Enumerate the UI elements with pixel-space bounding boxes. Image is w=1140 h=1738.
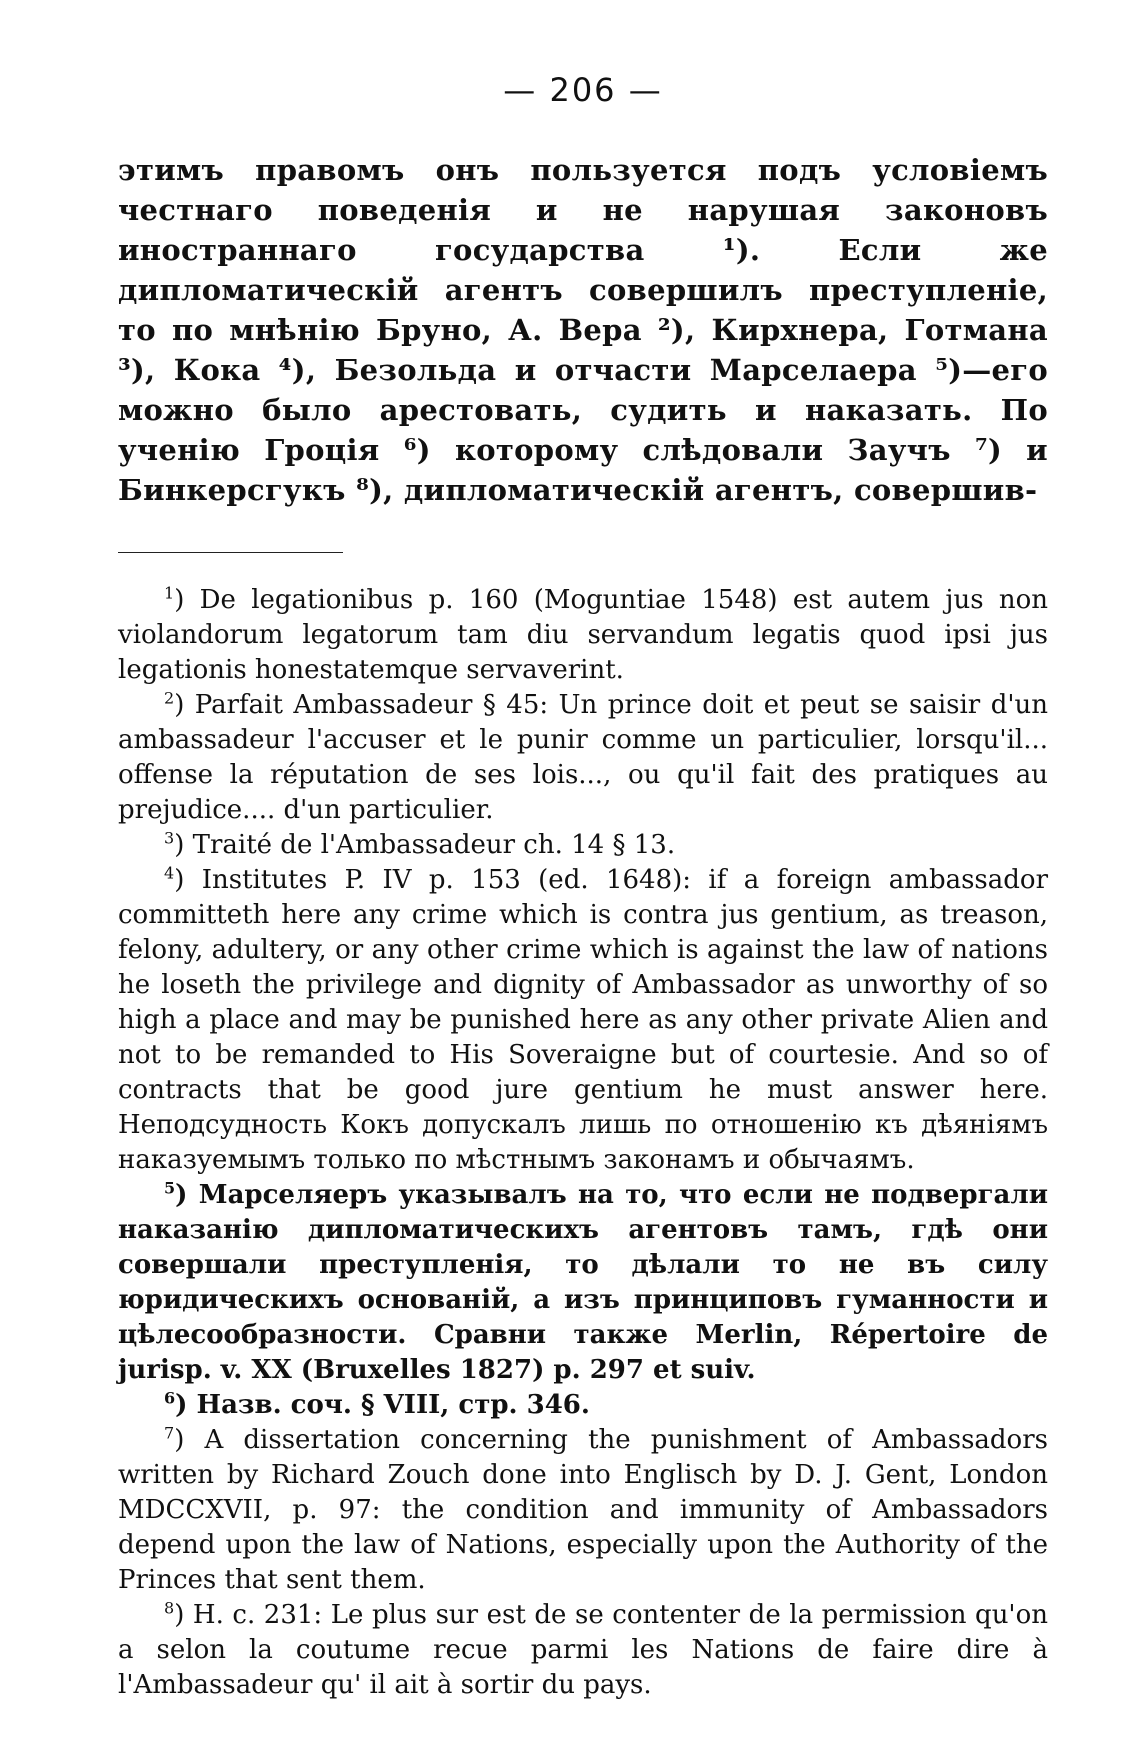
footnote-text: A dissertation concerning the punishment of Ambassadors written by Richard Zouch done into Englisch by D. J. Gent, London MDCCXVII, p. 97: the condition and immunity of Ambassadors depend upon the law of Nations, especially upon the Authority of the Princes that sent them. — [118, 1425, 1048, 1595]
main-text-paragraph: этимъ правомъ онъ пользуется подъ условіемъ честнаго поведенія и не нарушая законовъ иностраннаго государства ¹). Если же дипломатическій агентъ совершилъ преступленіе, то по мнѣнію Бруно, А. Вера ²), Кирхнера, Готмана ³), Кока ⁴), Безольда и отчасти Марселаера ⁵)—его можно было арестовать, судить и наказать. По ученію Гроція ⁶) которому слѣдовали Заучъ ⁷) и Бинкерсгукъ ⁸), дипломатическій агентъ, совершив- — [118, 153, 1048, 507]
footnote-5: $^5$) Марселяеръ указывалъ на то, что если не подвергали наказанію дипломатическихъ агентовъ тамъ, гдѣ они совершали преступленія, то дѣлали то не въ силу юридическихъ основаній, а изъ принциповъ гуманности и цѣлесообразности. Сравни также Merlin, Répertoire de jurisp. v. XX (Bruxelles 1827) p. 297 et suiv. — [118, 1178, 1049, 1385]
footnote-text: H. c. 231: Le plus sur est de se contenter de la permission qu'on a selon la coutume recue parmi les Nations de faire dire à l'Ambassadeur qu' il ait à sortir du pays. — [118, 1600, 1048, 1700]
footnote-text: Institutes P. IV p. 153 (ed. 1648): if a foreign ambassador committeth here any crime which is contra jus gentium, as treason, felony, adultery, or any other crime which is against the law of nations he loseth the privilege and dignity of Ambassador as unworthy of so high a place and may be punished here as any other private Alien and not to be remanded to His Soveraigne but of courtesie. And so of contracts that be good jure gentium he must answer here. Неподсудность Кокъ допускалъ лишь по отношенію къ дѣяніямъ наказуемымъ только по мѣстнымъ законамъ и обычаямъ. — [118, 865, 1048, 1175]
footnote-marker: 2 — [164, 688, 175, 708]
footnote-6: $^6$) Назв. соч. § VIII, стр. 346. — [164, 1388, 590, 1420]
footnote-text: Traité de l'Ambassadeur ch. 14 § 13. — [192, 830, 676, 860]
footnote-text: De legationibus p. 160 (Moguntiae 1548) est autem jus non violandorum legatorum tam diu servandum legatis quod ipsi jus legationis honestatemque servaverint. — [118, 585, 1048, 685]
footnote-marker: 5 — [164, 1178, 176, 1198]
footnote-divider — [118, 552, 343, 553]
footnote-marker: 3 — [164, 828, 175, 848]
footnote-marker: 6 — [164, 1388, 176, 1408]
footnote-3: $^3$) Traité de l'Ambassadeur ch. 14 § 13. — [164, 828, 676, 860]
footnote-marker: 7 — [164, 1423, 175, 1443]
footnote-1: $^1$) De legationibus p. 160 (Moguntiae 1548) est autem jus non violandorum legatorum tam diu servandum legatis quod ipsi jus legationis honestatemque servaverint. — [118, 583, 1048, 685]
footnote-text: Parfait Ambassadeur § 45: Un prince doit et peut se saisir d'un ambassadeur l'accuser et le punir comme un particulier, lorsqu'il... offense la réputation de ses lois..., ou qu'il fait des pratiques au prejudice.... d'un particulier. — [118, 690, 1048, 825]
footnote-8: $^8$) H. c. 231: Le plus sur est de se contenter de la permission qu'on a selon la coutume recue parmi les Nations de faire dire à l'Ambassadeur qu' il ait à sortir du pays. — [118, 1598, 1048, 1700]
page-number: — 206 — — [503, 71, 663, 109]
page — [118, 70, 1048, 1703]
footnote-text: Марселяеръ указывалъ на то, что если не подвергали наказанію дипломатическихъ агентовъ тамъ, гдѣ они совершали преступленія, то дѣлали то не въ силу юридическихъ основаній, а изъ принциповъ гуманности и цѣлесообразности. Сравни также Merlin, Répertoire de jurisp. v. XX (Bruxelles 1827) p. 297 et suiv. — [118, 1180, 1049, 1385]
footnote-2: $^2$) Parfait Ambassadeur § 45: Un prince doit et peut se saisir d'un ambassadeur l'accuser et le punir comme un particulier, lorsqu'il... offense la réputation de ses lois..., ou qu'il fait des pratiques au prejudice.... d'un particulier. — [118, 688, 1048, 825]
footnote-7: $^7$) A dissertation concerning the punishment of Ambassadors written by Richard Zouch done into Englisch by D. J. Gent, London MDCCXVII, p. 97: the condition and immunity of Ambassadors depend upon the law of Nations, especially upon the Authority of the Princes that sent them. — [118, 1423, 1048, 1595]
footnote-text: Назв. соч. § VIII, стр. 346. — [196, 1390, 590, 1420]
footnote-marker: 8 — [164, 1598, 175, 1618]
footnote-marker: 4 — [164, 863, 175, 883]
footnotes — [118, 583, 1048, 1703]
footnote-marker: 1 — [164, 583, 175, 603]
footnote-4: $^4$) Institutes P. IV p. 153 (ed. 1648): if a foreign ambassador committeth here any crime which is contra jus gentium, as treason, felony, adultery, or any other crime which is against the law of nations he loseth the privilege and dignity of Ambassador as unworthy of so high a place and may be punished here as any other private Alien and not to be remanded to His Soveraigne but of courtesie. And so of contracts that be good jure gentium he must answer here. Неподсудность Кокъ допускалъ лишь по отношенію къ дѣяніямъ наказуемымъ только по мѣстнымъ законамъ и обычаямъ. — [118, 863, 1048, 1175]
